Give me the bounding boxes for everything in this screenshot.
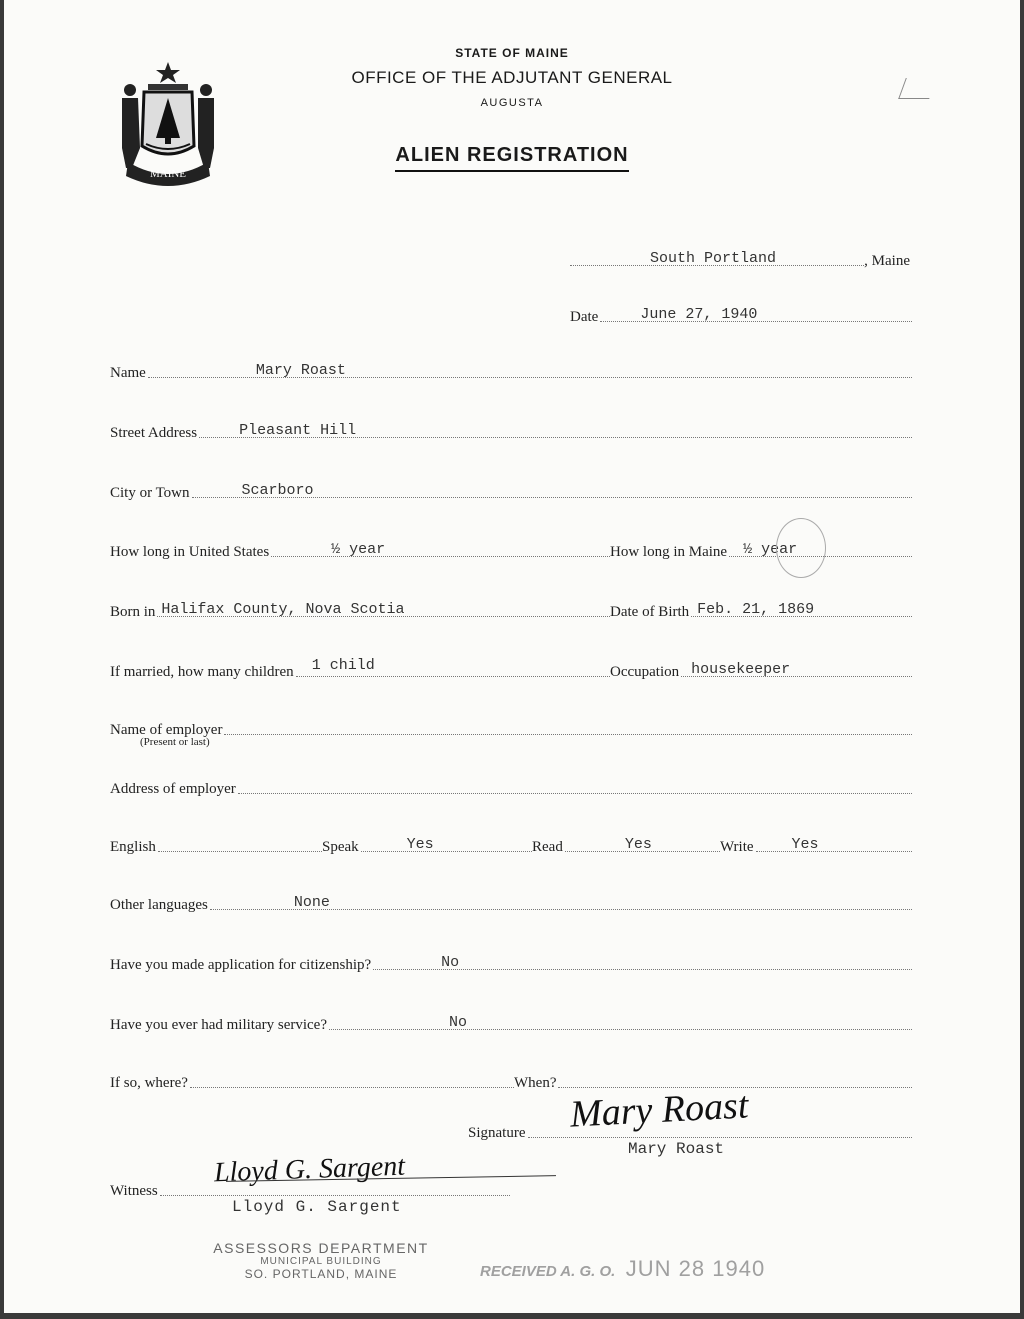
signature-label: Signature: [468, 1125, 526, 1141]
pencil-circle-mark: [776, 518, 826, 578]
us-time-label: How long in United States: [110, 544, 270, 560]
read-value: Yes: [624, 836, 652, 853]
english-label: English: [110, 839, 156, 855]
born-value: Halifax County, Nova Scotia: [161, 601, 405, 618]
other-languages-value: None: [293, 894, 330, 911]
form-title-wrap: [4, 144, 1020, 167]
employer-address-label: Address of employer: [110, 781, 236, 797]
street-value: Pleasant Hill: [239, 422, 357, 439]
header-state: STATE OF MAINE: [455, 46, 569, 60]
maine-time-row: [610, 539, 912, 561]
military-label: Have you ever had military service?: [110, 1017, 327, 1033]
received-stamp: [480, 1256, 765, 1282]
read-row: [532, 834, 720, 856]
header-office: OFFICE OF THE ADJUTANT GENERAL: [351, 68, 673, 87]
employer-label: Name of employer: [110, 722, 223, 738]
check-mark-icon: [898, 78, 937, 99]
english-row: [110, 834, 322, 856]
born-row: [110, 599, 610, 621]
date-row: [570, 304, 912, 326]
read-label: Read: [532, 839, 563, 855]
where-row: [110, 1070, 514, 1092]
street-row: [110, 420, 912, 442]
assessors-stamp-line3: SO. PORTLAND, MAINE: [244, 1267, 398, 1281]
where-label: If so, where?: [110, 1075, 188, 1091]
city-value: Scarboro: [241, 482, 314, 499]
signature-handwritten: Mary Roast: [569, 1084, 750, 1136]
place-suffix: , Maine: [864, 253, 910, 269]
maine-time-label: How long in Maine: [610, 544, 728, 560]
city-row: [110, 480, 912, 502]
place-value: South Portland: [650, 250, 777, 267]
witness-typed: Lloyd G. Sargent: [232, 1198, 402, 1216]
dob-value: Feb. 21, 1869: [697, 601, 815, 618]
street-label: Street Address: [110, 425, 198, 441]
military-row: [110, 1012, 912, 1034]
name-row: [110, 360, 912, 382]
employer-sublabel: (Present or last): [140, 736, 210, 748]
occupation-value: housekeeper: [691, 661, 791, 678]
received-stamp-date: JUN 28 1940: [625, 1256, 766, 1281]
write-row: [720, 834, 912, 856]
witness-handwritten: Lloyd G. Sargent: [213, 1150, 406, 1189]
date-value: June 27, 1940: [640, 306, 758, 323]
assessors-stamp: [196, 1240, 446, 1281]
name-value: Mary Roast: [255, 362, 346, 379]
form-title: ALIEN REGISTRATION: [395, 144, 628, 172]
header-city: AUGUSTA: [480, 97, 544, 109]
assessors-stamp-line2: MUNICIPAL BUILDING: [260, 1256, 382, 1267]
dob-label: Date of Birth: [610, 604, 690, 620]
children-value: 1 child: [311, 657, 375, 674]
when-label: When?: [514, 1075, 557, 1091]
witness-label: Witness: [110, 1183, 158, 1199]
maine-time-value: ½ year: [743, 541, 798, 558]
occupation-row: [610, 659, 912, 681]
occupation-label: Occupation: [610, 664, 680, 680]
speak-label: Speak: [322, 839, 359, 855]
place-row: [570, 248, 912, 270]
registration-form: [4, 0, 1020, 1313]
employer-row: [110, 717, 912, 739]
assessors-stamp-line1: ASSESSORS DEPARTMENT: [213, 1240, 429, 1256]
children-row: [110, 659, 610, 681]
date-label: Date: [570, 309, 599, 325]
write-label: Write: [720, 839, 754, 855]
citizenship-row: [110, 952, 912, 974]
dob-row: [610, 599, 912, 621]
us-time-value: ½ year: [331, 541, 386, 558]
citizenship-value: No: [441, 954, 460, 971]
other-languages-row: [110, 892, 912, 914]
name-label: Name: [110, 365, 146, 381]
employer-address-row: [110, 776, 912, 798]
city-label: City or Town: [110, 485, 190, 501]
us-time-row: [110, 539, 610, 561]
born-label: Born in: [110, 604, 156, 620]
seal-text: MAINE: [149, 168, 187, 180]
speak-value: Yes: [406, 836, 434, 853]
received-stamp-text: RECEIVED A. G. O.: [480, 1263, 616, 1280]
signature-typed: Mary Roast: [628, 1140, 725, 1158]
write-value: Yes: [791, 836, 819, 853]
speak-row: [322, 834, 532, 856]
citizenship-label: Have you made application for citizenship?: [110, 957, 372, 973]
children-label: If married, how many children: [110, 664, 294, 680]
military-value: No: [449, 1014, 468, 1031]
other-languages-label: Other languages: [110, 897, 208, 913]
